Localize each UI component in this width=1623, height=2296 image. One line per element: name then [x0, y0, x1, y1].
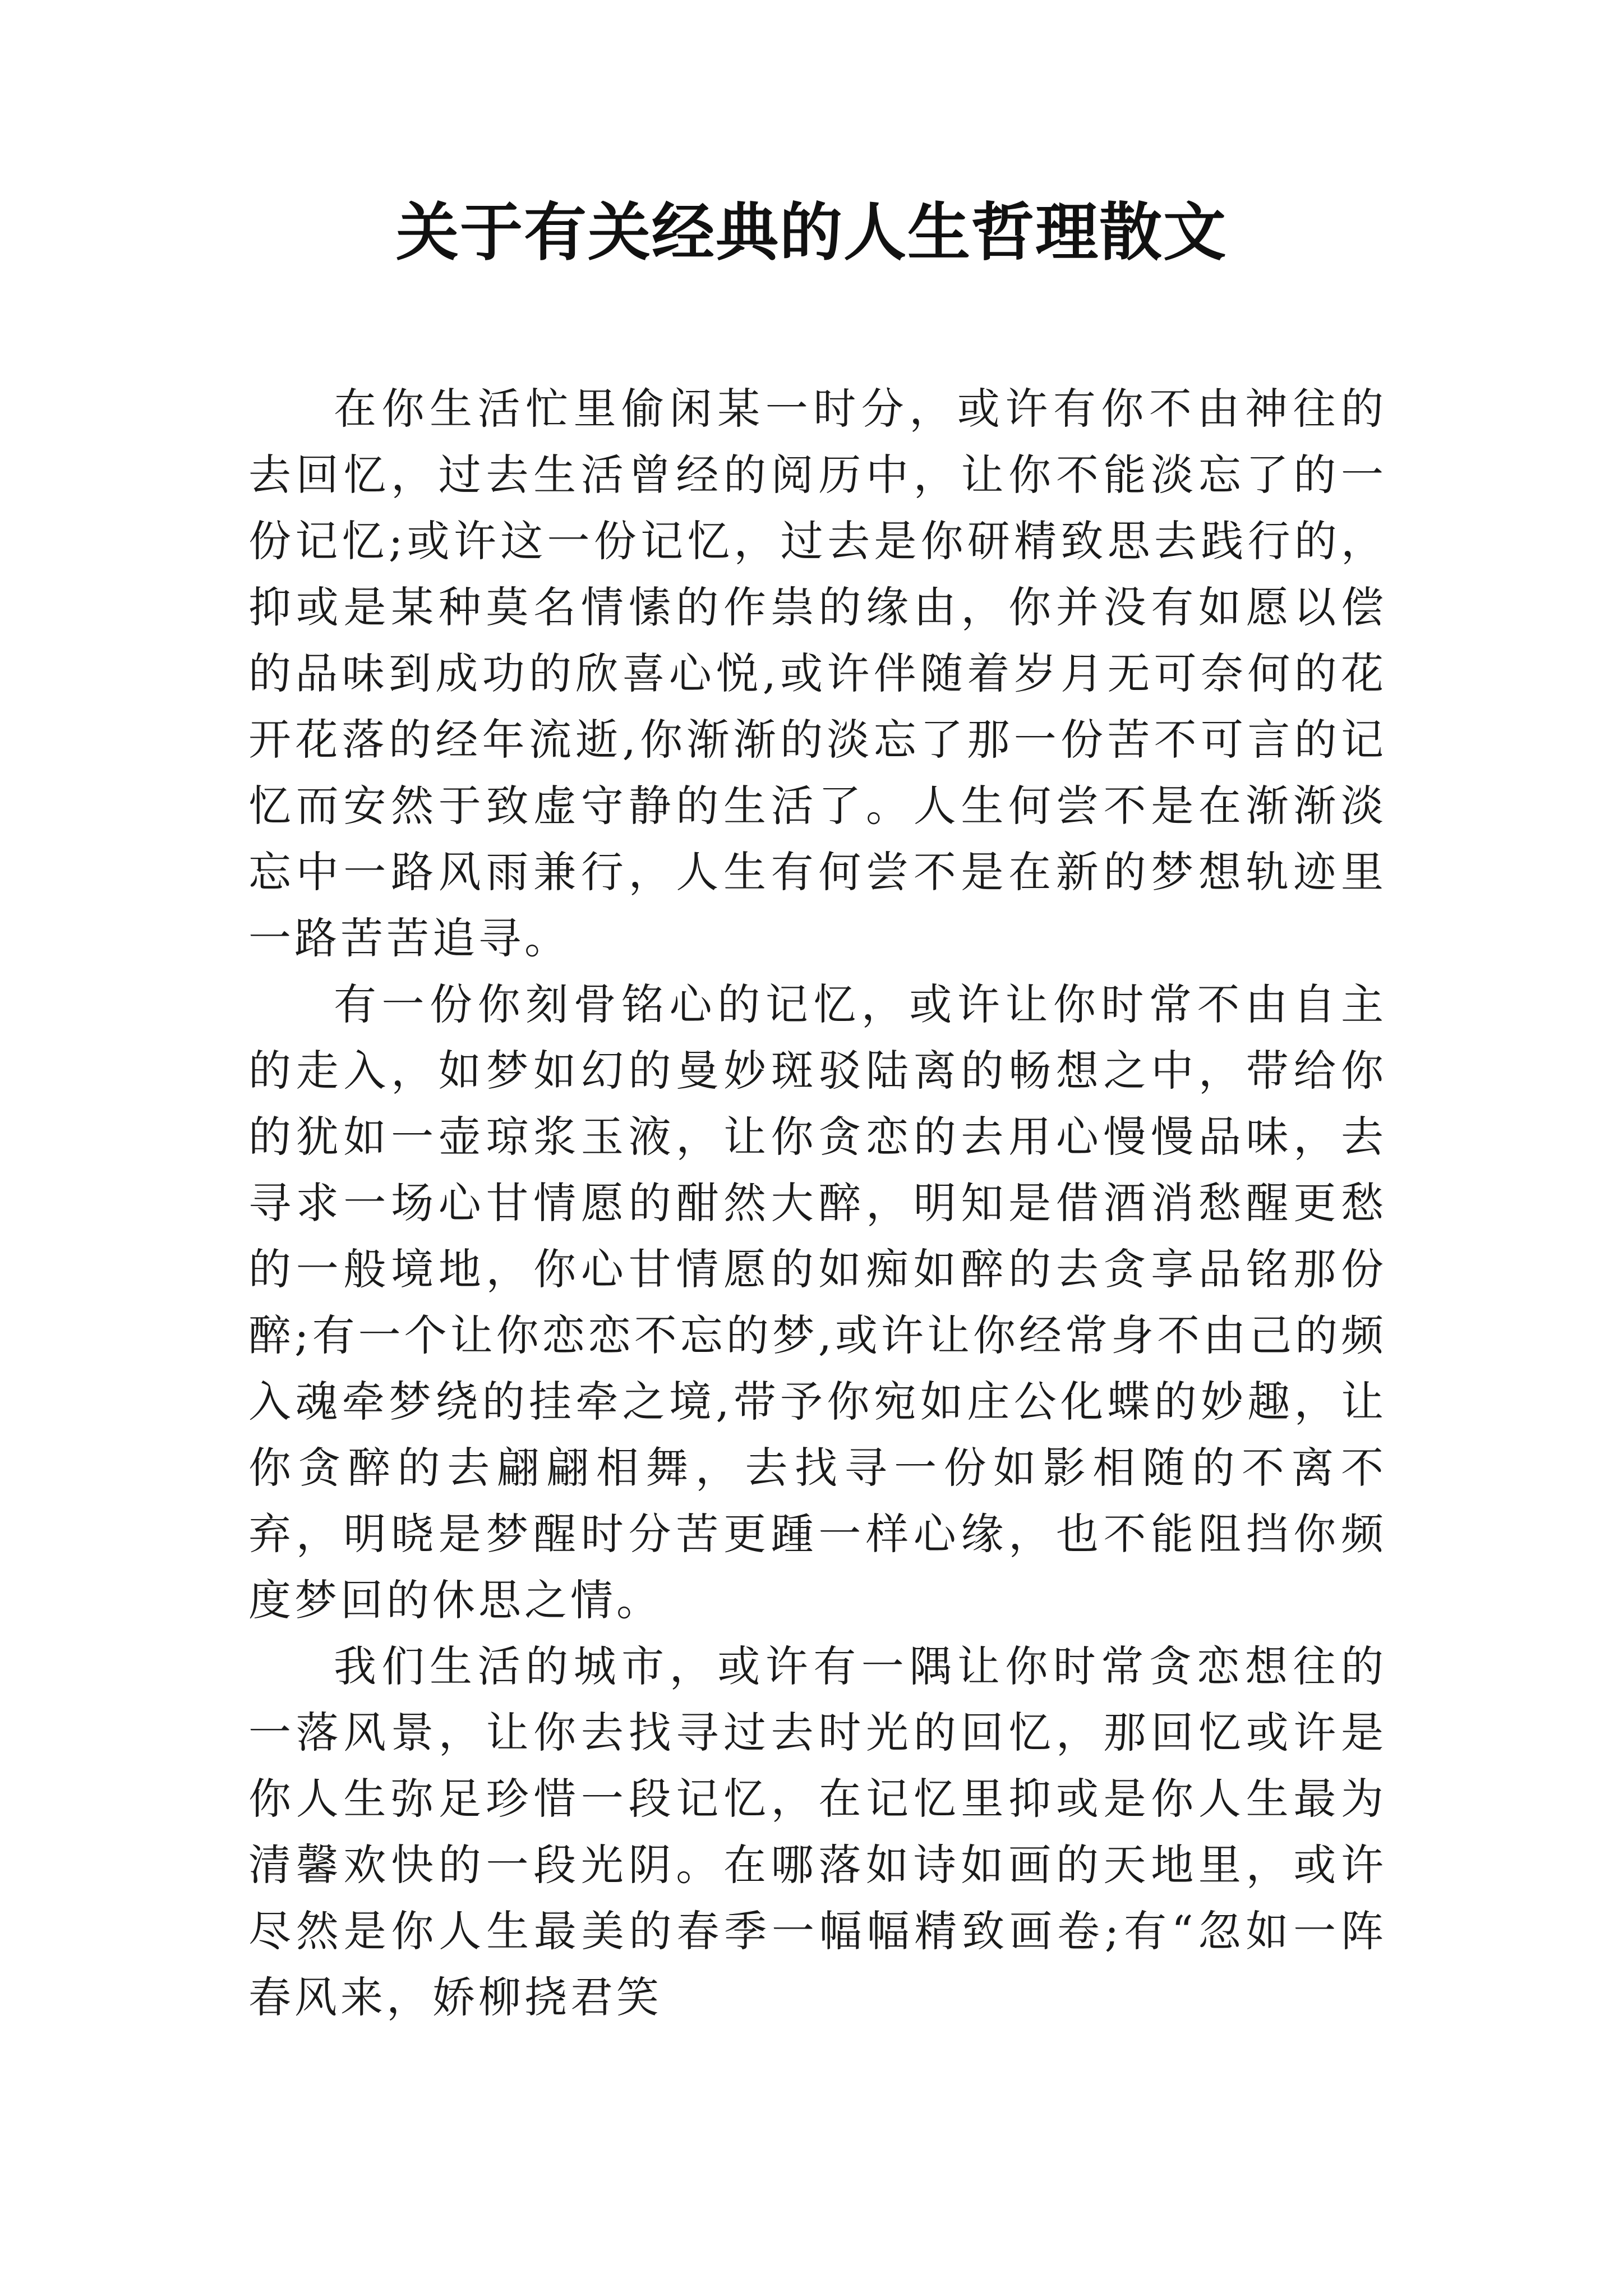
paragraph-3: 我们生活的城市，或许有一隅让你时常贪恋想往的一落风景，让你去找寻过去时光的回忆，那回忆或许是你人生弥足珍惜一段记忆，在记忆里抑或是你人生最为清馨欢快的一段光阴。在哪落如诗如画的天地里，或许尽然是你人生最美的春季一幅幅精致画卷;有“忽如一阵春风来，娇柳挠君笑 — [248, 1641, 1387, 2022]
paragraph-1: 在你生活忙里偷闲某一时分，或许有你不由神往的去回忆，过去生活曾经的阅历中，让你不能淡忘了的一份记忆;或许这一份记忆，过去是你研精致思去践行的，抑或是某种莫名情愫的作祟的缘由，你并没有如愿以偿的品味到成功的欣喜心悦,或许伴随着岁月无可奈何的花开花落的经年流逝,你渐渐的淡忘了那一份苦不可言的记忆而安然于致虚守静的生活了。人生何尝不是在渐渐淡忘中一路风雨兼行，人生有何尝不是在新的梦想轨迹里一路苦苦追寻。 — [248, 384, 1387, 963]
paragraph-2: 有一份你刻骨铭心的记忆，或许让你时常不由自主的走入，如梦如幻的曼妙斑驳陆离的畅想之中，带给你的犹如一壶琼浆玉液，让你贪恋的去用心慢慢品味，去寻求一场心甘情愿的酣然大醉，明知是借酒消愁醒更愁的一般境地，你心甘情愿的如痴如醉的去贪享品铭那份醉;有一个让你恋恋不忘的梦,或许让你经常身不由己的频入魂牵梦绕的挂牵之境,带予你宛如庄公化蝶的妙趣，让你贪醉的去翩翩相舞，去找寻一份如影相随的不离不弃，明晓是梦醒时分苦更踵一样心缘，也不能阻挡你频度梦回的休思之情。 — [248, 979, 1387, 1625]
document-title: 关于有关经典的人生哲理散文 — [396, 196, 1227, 269]
document-body — [248, 376, 1387, 2031]
